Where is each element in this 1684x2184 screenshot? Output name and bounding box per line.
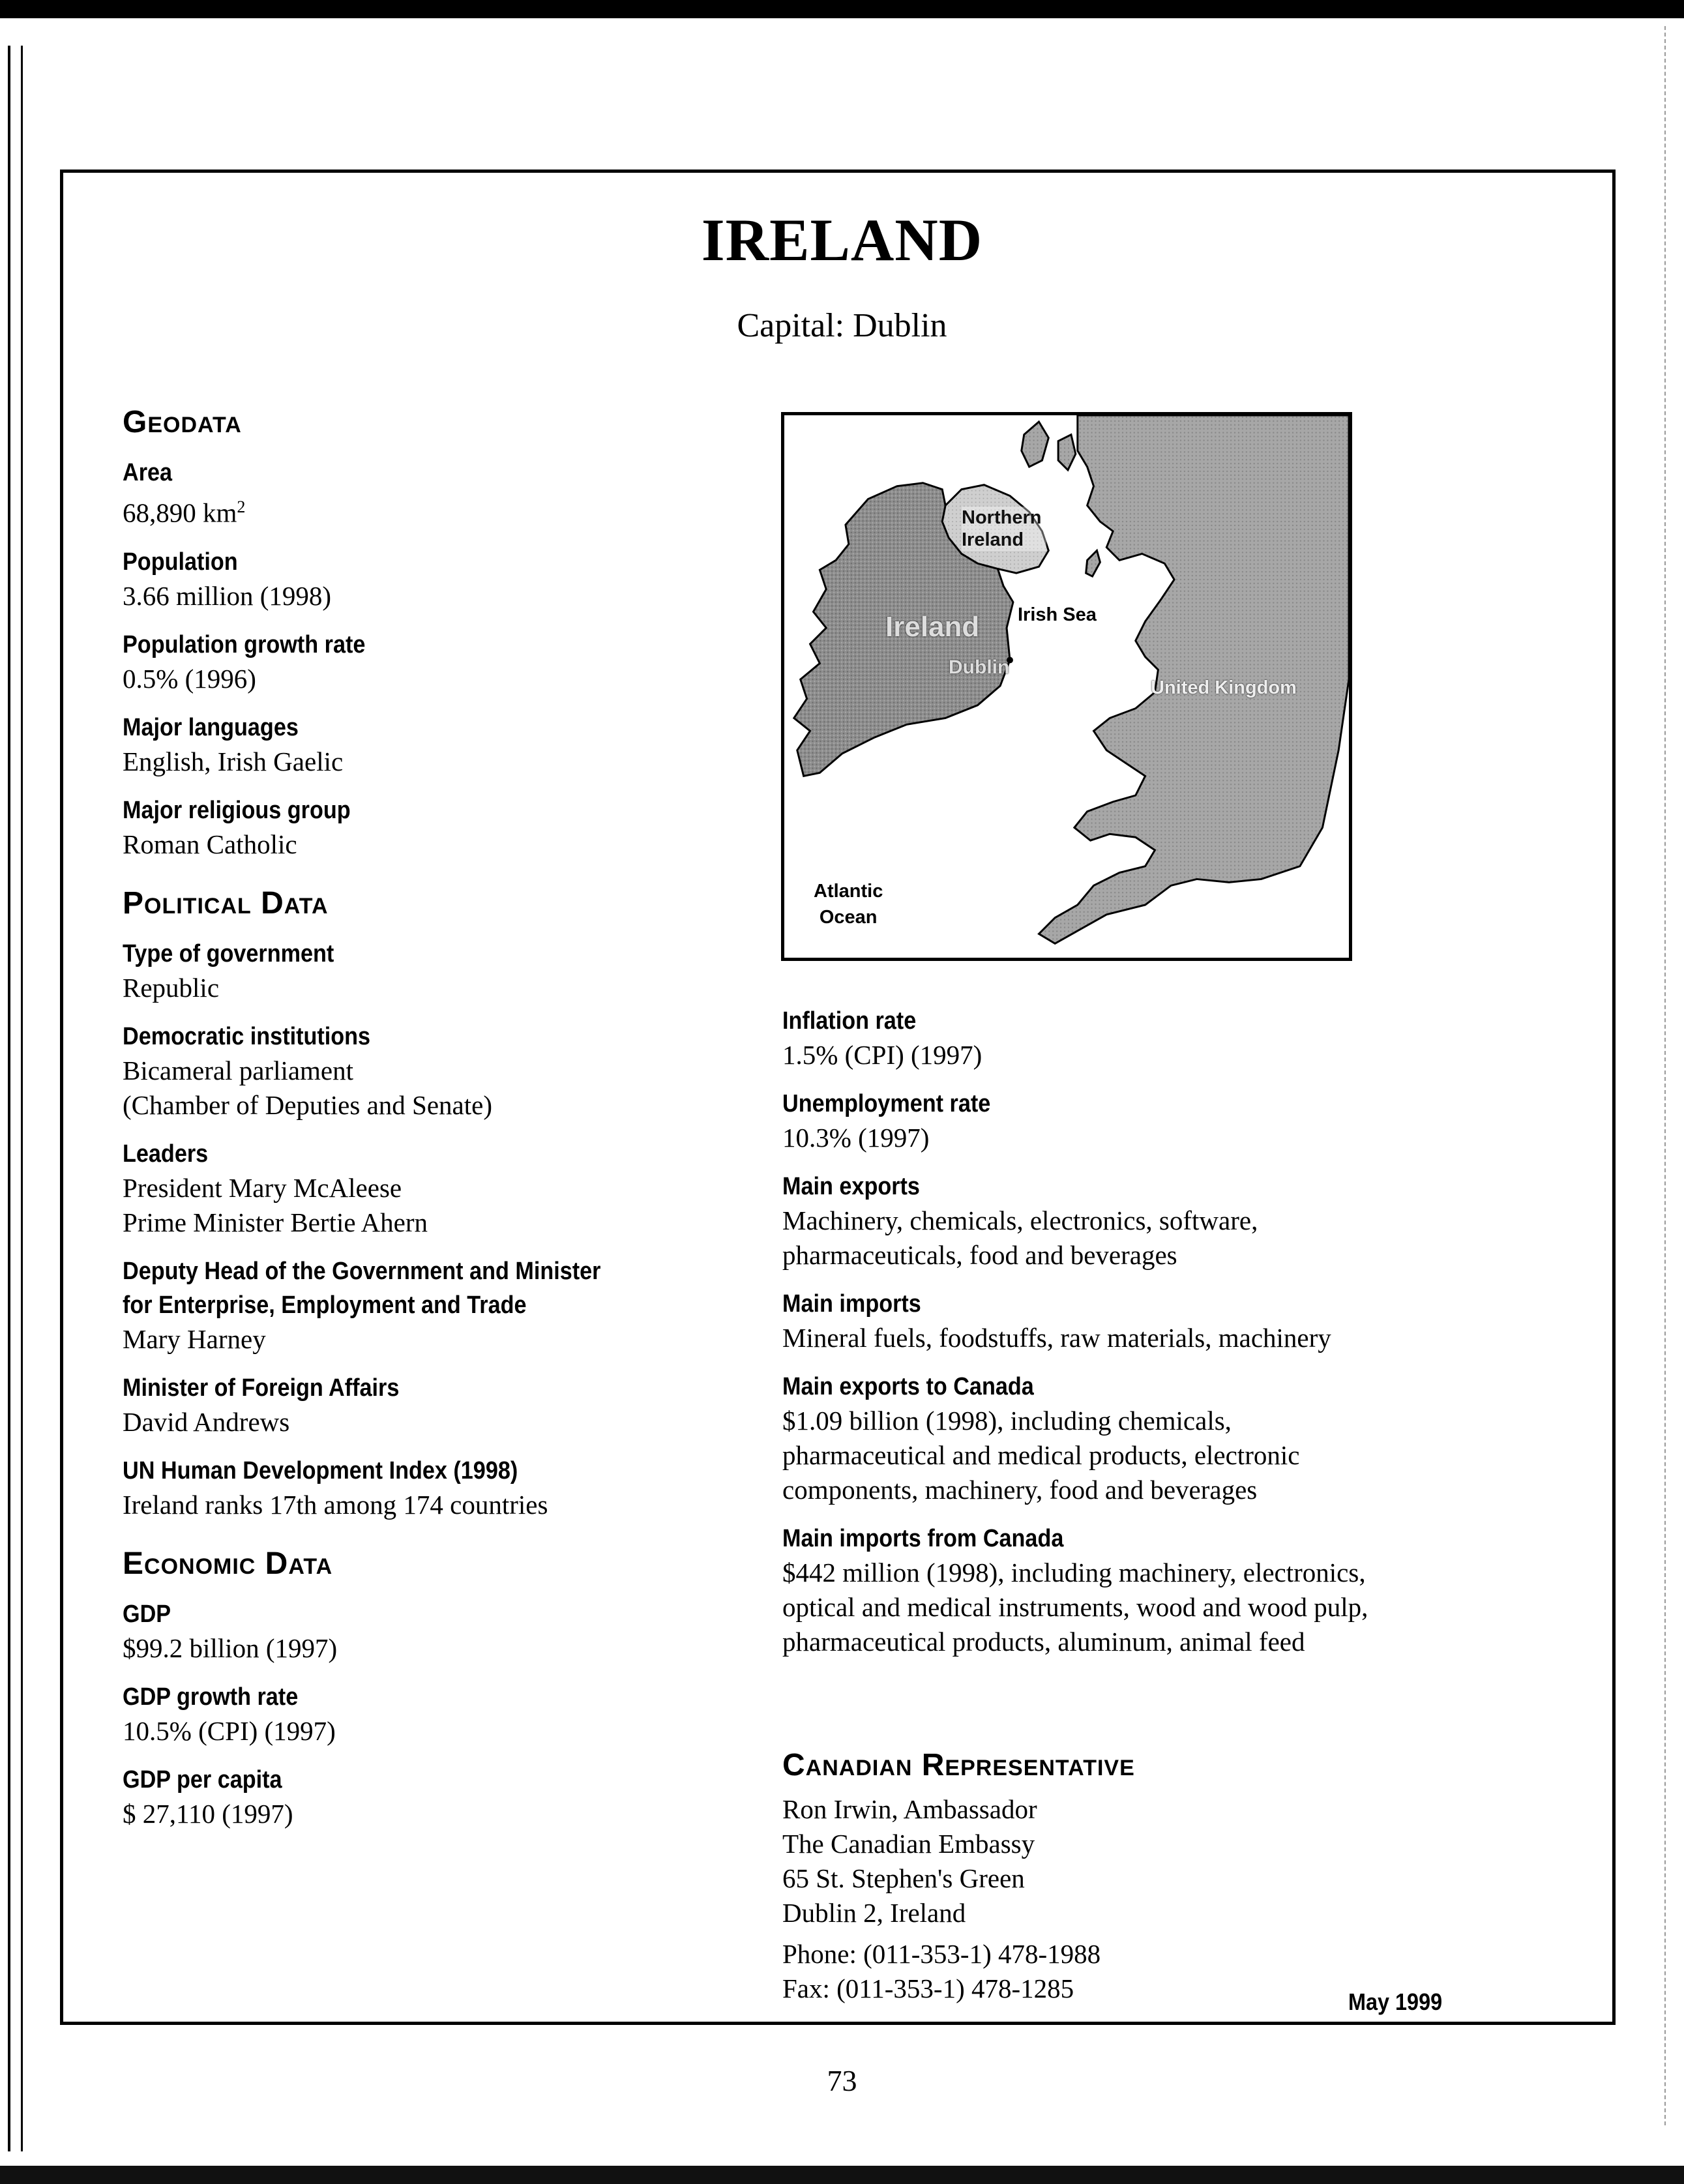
map-label-northern-ireland: Northern Ireland <box>962 507 1046 551</box>
population-value: 3.66 million (1998) <box>123 580 332 611</box>
unemployment-label: Unemployment rate <box>782 1090 991 1117</box>
imports-canada-value: $442 million (1998), including machinery, electronics, optical and medical instruments, wood and wood pulp, pharmaceutical products, aluminum, animal feed <box>782 1557 1368 1657</box>
government-label: Type of government <box>123 939 334 967</box>
map-label-dublin: Dublin <box>949 657 1010 678</box>
religion-field <box>123 793 775 862</box>
page-binding-edge <box>8 46 23 2151</box>
isle-of-man-shape <box>1086 551 1101 577</box>
gdp-label: GDP <box>123 1600 171 1628</box>
area-value <box>123 490 775 531</box>
foreign-affairs-field <box>123 1371 775 1439</box>
growth-value: 0.5% (1996) <box>123 663 256 694</box>
exports-canada-field <box>782 1370 1552 1507</box>
deputy-value: Mary Harney <box>123 1323 266 1354</box>
representative-fax: Fax: (011-353-1) 478-1285 <box>782 1973 1074 2003</box>
exports-label: Main exports <box>782 1173 920 1200</box>
exports-canada-label: Main exports to Canada <box>782 1373 1034 1400</box>
languages-field <box>123 711 775 779</box>
island-shape <box>1058 435 1076 470</box>
capital-subtitle: Capital: Dublin <box>737 307 947 344</box>
religion-label: Major religious group <box>123 796 351 824</box>
scan-top-border <box>0 0 1684 18</box>
institutions-field <box>123 1020 775 1123</box>
unemployment-field <box>782 1087 1552 1155</box>
exports-value: Machinery, chemicals, electronics, software, pharmaceuticals, food and beverages <box>782 1205 1258 1270</box>
gdp-growth-field <box>123 1680 775 1749</box>
foreign-affairs-label: Minister of Foreign Affairs <box>123 1374 400 1402</box>
area-number: 68,890 km <box>123 497 237 528</box>
imports-label: Main imports <box>782 1290 921 1318</box>
unemployment-value: 10.3% (1997) <box>782 1123 930 1153</box>
map-label-ireland: Ireland <box>885 611 980 643</box>
left-column <box>123 404 775 1846</box>
growth-label: Population growth rate <box>123 630 366 658</box>
area-label: Area <box>123 459 173 486</box>
right-column <box>782 1004 1552 1674</box>
deputy-label: Deputy Head of the Government and Minister for Enterprise, Employment and Trade <box>123 1257 601 1319</box>
economic-heading: Economic Data <box>123 1546 333 1581</box>
institutions-value: Bicameral parliament (Chamber of Deputies and Senate) <box>123 1055 492 1120</box>
foreign-affairs-value: David Andrews <box>123 1406 290 1437</box>
population-field <box>123 545 775 613</box>
languages-value: English, Irish Gaelic <box>123 746 344 776</box>
gdp-per-capita-label: GDP per capita <box>123 1765 282 1793</box>
map-label-irish-sea: Irish Sea <box>1018 604 1097 625</box>
scan-bottom-border <box>0 2166 1684 2184</box>
publication-date: May 1999 <box>1348 1988 1443 2015</box>
government-field <box>123 937 775 1005</box>
population-label: Population <box>123 548 238 576</box>
representative-block <box>782 1747 1552 2006</box>
representative-heading: Canadian Representative <box>782 1748 1135 1782</box>
government-value: Republic <box>123 972 220 1003</box>
leaders-label: Leaders <box>123 1140 209 1168</box>
imports-canada-field <box>782 1522 1552 1659</box>
page-number: 73 <box>827 2064 857 2097</box>
inflation-label: Inflation rate <box>782 1007 917 1035</box>
exports-canada-value: $1.09 billion (1998), including chemicals, pharmaceutical and medical products, electronic components, machinery, food and beverages <box>782 1406 1300 1505</box>
religion-value: Roman Catholic <box>123 829 297 859</box>
map-label-atlantic-ocean: Atlantic Ocean <box>814 881 883 928</box>
imports-field <box>782 1287 1552 1355</box>
leaders-value: President Mary McAleese Prime Minister Bertie Ahern <box>123 1172 428 1237</box>
gdp-field <box>123 1597 775 1666</box>
island-shape <box>1022 422 1049 467</box>
hdi-field <box>123 1454 775 1522</box>
gdp-growth-label: GDP growth rate <box>123 1683 299 1711</box>
deputy-field <box>123 1254 775 1357</box>
representative-address: Ron Irwin, Ambassador The Canadian Embassy 65 St. Stephen's Green Dublin 2, Ireland <box>782 1794 1037 1928</box>
imports-canada-label: Main imports from Canada <box>782 1525 1064 1552</box>
page-title: IRELAND <box>701 207 983 273</box>
political-heading: Political Data <box>123 885 329 921</box>
area-field <box>123 456 775 531</box>
inflation-value: 1.5% (CPI) (1997) <box>782 1040 982 1070</box>
growth-field <box>123 628 775 696</box>
ireland-map <box>781 412 1352 961</box>
gdp-per-capita-value: $ 27,110 (1997) <box>123 1798 293 1829</box>
gdp-value: $99.2 billion (1997) <box>123 1632 338 1663</box>
exports-field <box>782 1170 1552 1273</box>
map-label-united-kingdom: United Kingdom <box>1151 677 1297 698</box>
gdp-per-capita-field <box>123 1763 775 1831</box>
imports-value: Mineral fuels, foodstuffs, raw materials, machinery <box>782 1323 1331 1353</box>
area-superscript: 2 <box>237 497 246 516</box>
languages-label: Major languages <box>123 713 299 741</box>
hdi-value: Ireland ranks 17th among 174 countries <box>123 1489 548 1520</box>
institutions-label: Democratic institutions <box>123 1022 371 1050</box>
hdi-label: UN Human Development Index (1998) <box>123 1456 518 1484</box>
leaders-field <box>123 1137 775 1240</box>
gdp-growth-value: 10.5% (CPI) (1997) <box>123 1715 336 1746</box>
geodata-heading: Geodata <box>123 405 242 439</box>
representative-phone: Phone: (011-353-1) 478-1988 <box>782 1939 1101 1969</box>
inflation-field <box>782 1004 1552 1072</box>
